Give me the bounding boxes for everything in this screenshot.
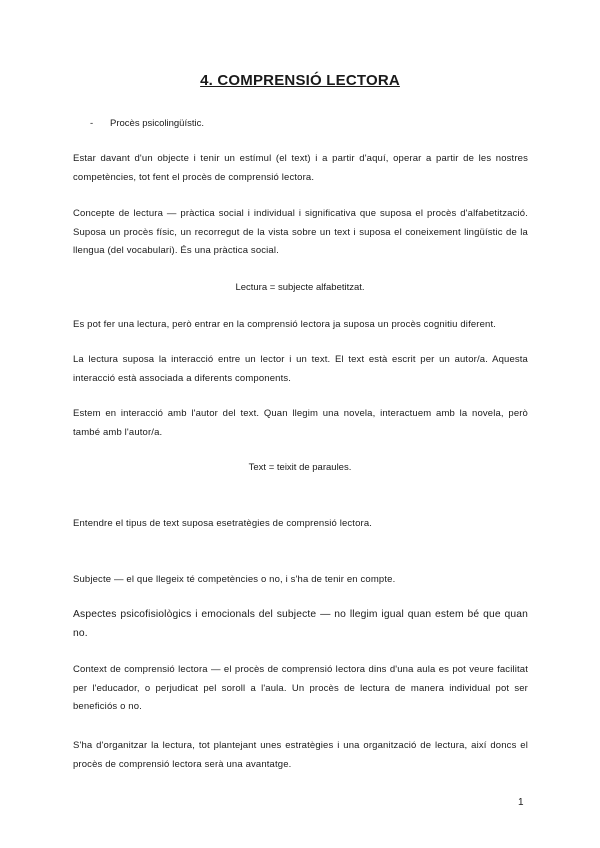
- paragraph-interaction: La lectura suposa la interacció entre un lector i un text. El text està escrit per un autor/a. Aquesta interacció està associada a diferents components.: [73, 354, 528, 384]
- paragraph-psycho: Aspectes psicofisiològics i emocionals del subjecte — no llegim igual quan estem bé que quan no.: [73, 609, 528, 639]
- bullet-text: Procès psicolingüístic.: [110, 118, 204, 129]
- page-number: 1: [518, 797, 524, 808]
- paragraph-text-type: Entendre el tipus de text suposa esetratègies de comprensió lectora.: [73, 518, 373, 529]
- paragraph-cognitive: Es pot fer una lectura, però entrar en la comprensió lectora ja suposa un procès cognitiu diferent.: [73, 319, 497, 330]
- formula-lectura: Lectura = subjecte alfabetitzat.: [235, 282, 365, 293]
- paragraph-author: Estem en interacció amb l'autor del text. Quan llegim una novela, interactuem amb la novela, però també amb l'autor/a.: [73, 408, 528, 438]
- bullet-dash: -: [90, 118, 94, 129]
- paragraph-concept: Concepte de lectura — pràctica social i individual i significativa que suposa el procès d'alfabetització. Suposa un procès físic, un recorregut de la vista sobre un text i suposa el coneixement lingüístic de la llengua (del vocabulari). És una pràctica social.: [73, 208, 528, 256]
- paragraph-context: Context de comprensió lectora — el procès de comprensió lectora dins d'una aula es pot veure facilitat per l'educador, o perjudicat pel soroll a l'aula. Un procès de lectura de manera individual pot ser beneficiós o no.: [73, 664, 528, 712]
- paragraph-intro: Estar davant d'un objecte i tenir un estímul (el text) i a partir d'aquí, operar a partir de les nostres competències, tot fent el procès de comprensió lectora.: [73, 153, 528, 183]
- bullet-item: [90, 118, 204, 129]
- page-title: 4. COMPRENSIÓ LECTORA: [200, 72, 400, 89]
- paragraph-subject: Subjecte — el que llegeix té competències o no, i s'ha de tenir en compte.: [73, 574, 396, 585]
- paragraph-organize: S'ha d'organitzar la lectura, tot plantejant unes estratègies i una organització de lectura, així doncs el procès de comprensió lectora serà una avantatge.: [73, 740, 528, 770]
- formula-text: Text = teixit de paraules.: [248, 462, 352, 473]
